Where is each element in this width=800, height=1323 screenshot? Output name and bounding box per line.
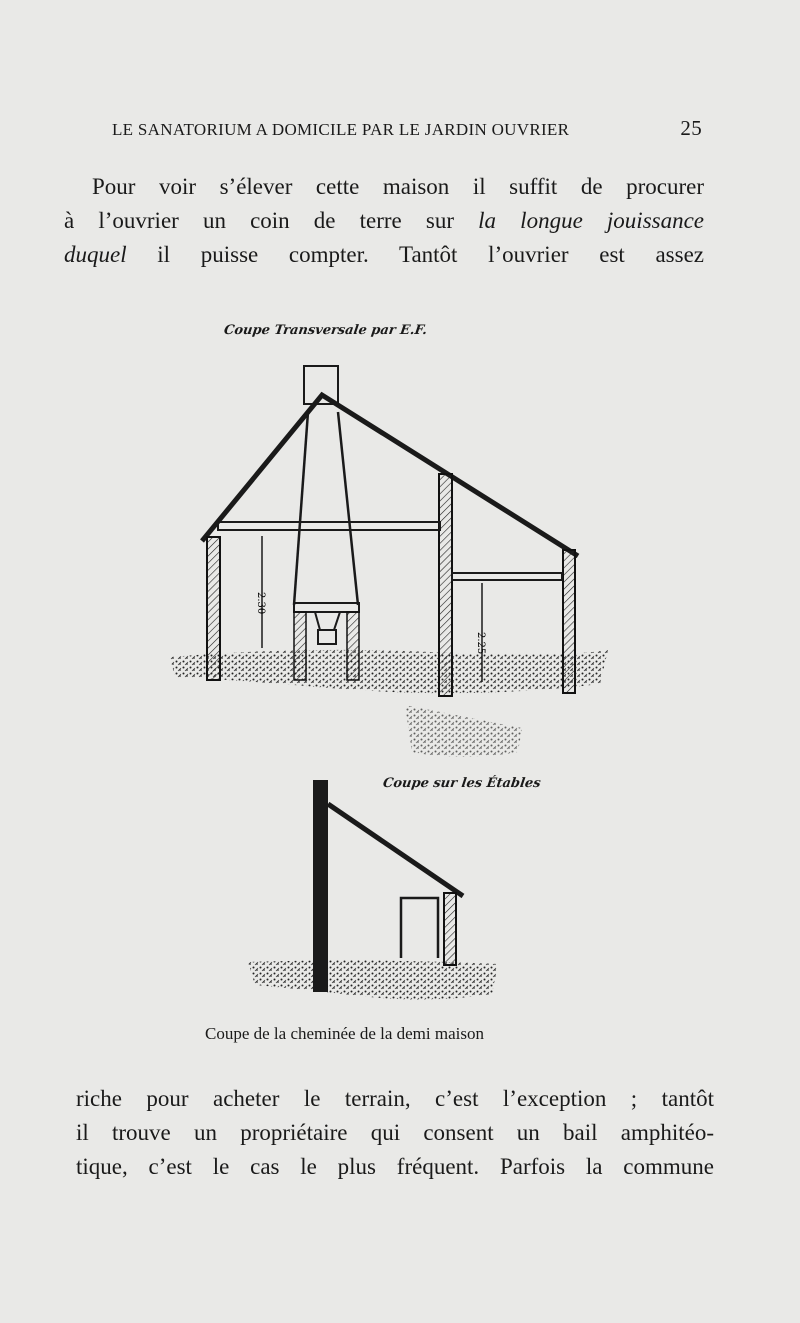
stove (315, 612, 340, 644)
paragraph-top-line-2-italic: la longue jouissance (478, 208, 705, 233)
paragraph-bottom-line-1: riche pour acheter le terrain, c’est l’exception ; tantôt (76, 1086, 714, 1111)
figure-2-ground (248, 960, 498, 999)
right-wall (563, 550, 575, 693)
left-wall (207, 537, 220, 680)
figure-1-ground (170, 650, 608, 693)
figure-1-ground-smudge (405, 705, 522, 757)
figure-2-chimney-section (248, 780, 498, 1000)
paragraph-bottom-line-3: tique, c’est le cas le plus fréquent. Parfois la commune (76, 1154, 714, 1179)
stable-door (401, 898, 438, 958)
hearth-hood (294, 603, 359, 612)
roof-rafter (202, 395, 578, 556)
ceiling-beam (218, 522, 440, 530)
dimension-label-left: 2.30 (255, 592, 266, 615)
chimney-column (313, 780, 328, 992)
flue-left (294, 412, 308, 605)
paragraph-bottom (76, 1082, 714, 1184)
paragraph-top-line-3-text: il puisse compter. Tantôt l’ouvrier est assez (126, 242, 704, 267)
flue-right (338, 412, 358, 605)
paragraph-top-line-2-text: à l’ouvrier un coin de terre sur (64, 208, 479, 233)
stable-wall (444, 893, 456, 965)
partition-wall (439, 474, 452, 696)
paragraph-top-line-3-italic: duquel (64, 242, 127, 267)
figure-2-label: Coupe sur les Étables (381, 776, 542, 791)
lean-to-roof (328, 804, 463, 896)
stable-beam (452, 573, 562, 580)
running-head-title: LE SANATORIUM A DOMICILE PAR LE JARDIN OUVRIER (112, 120, 570, 139)
figure-1-label: Coupe Transversale par E.F. (222, 323, 429, 338)
hearth-jamb-left (294, 612, 306, 680)
figure-caption: Coupe de la cheminée de la demi maison (205, 1024, 484, 1043)
hearth-jamb-right (347, 612, 359, 680)
paragraph-bottom-line-2: il trouve un propriétaire qui consent un bail amphitéo- (76, 1120, 714, 1145)
dimension-label-right: 2.25 (475, 632, 486, 655)
page-number: 25 (680, 116, 702, 140)
paragraph-top-line-1: Pour voir s’élever cette maison il suffit de procurer (92, 174, 704, 199)
figure-1-house-section (170, 366, 608, 757)
